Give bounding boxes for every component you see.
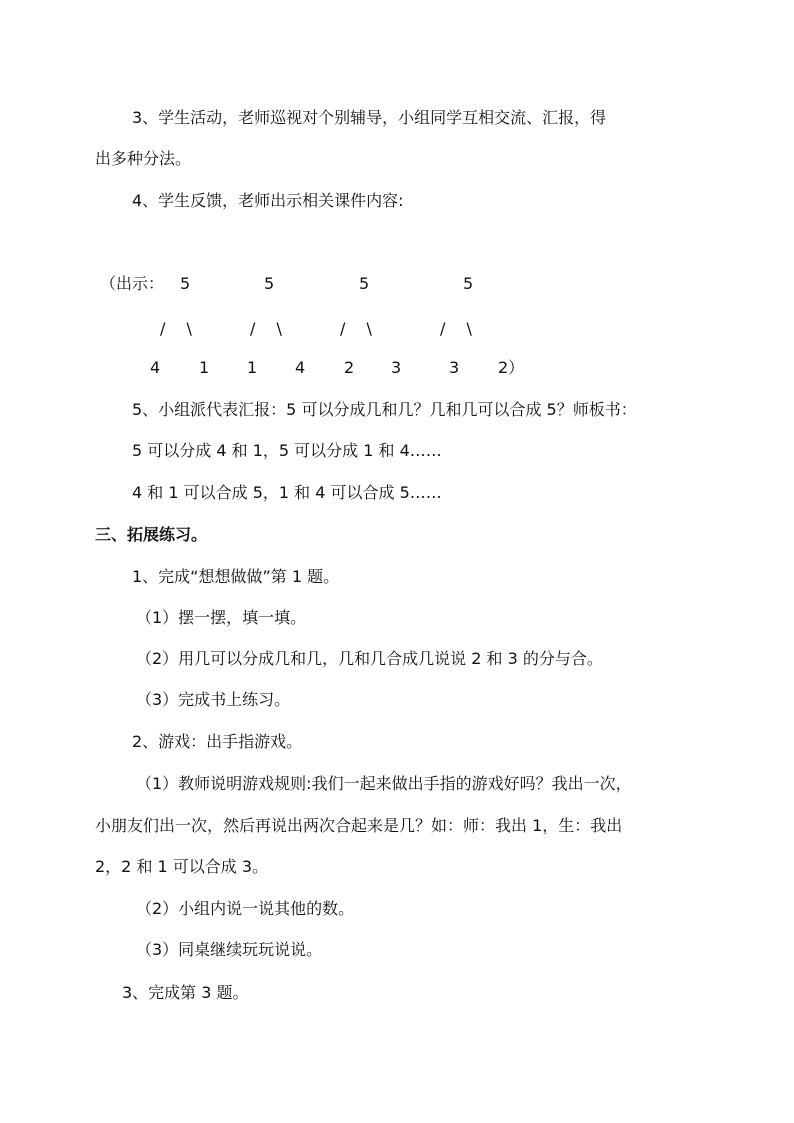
exercise-item-1-3: （3）完成书上练习。 xyxy=(136,690,291,709)
exercise-item-1: 1、完成“想想做做”第 1 题。 xyxy=(132,567,340,586)
bottom-number: 4 xyxy=(150,358,161,377)
paragraph-4: 4、学生反馈，老师出示相关课件内容: xyxy=(132,191,404,210)
bottom-number: 3 xyxy=(391,358,402,377)
top-number: 5 xyxy=(359,274,370,293)
paragraph-3-line-1: 3、学生活动，老师巡视对个别辅导，小组同学互相交流、汇报，得 xyxy=(132,108,607,127)
split-lines: / \ xyxy=(440,319,480,338)
top-number: 5 xyxy=(463,274,474,293)
exercise-item-1-2: （2）用几可以分成几和几，几和几合成几说说 2 和 3 的分与合。 xyxy=(136,649,603,668)
exercise-item-2-1-line-2: 小朋友们出一次，然后再说出两次合起来是几？如：师：我出 1，生：我出 xyxy=(95,816,623,835)
exercise-item-2-1-line-1: （1）教师说明游戏规则:我们一起来做出手指的游戏好吗？我出一次， xyxy=(136,774,632,793)
split-lines: / \ xyxy=(250,319,290,338)
bottom-number: 1 xyxy=(199,358,210,377)
paragraph-5-line-3: 4 和 1 可以合成 5，1 和 4 可以合成 5…… xyxy=(132,483,442,502)
paragraph-5-line-1: 5、小组派代表汇报：5 可以分成几和几？几和几可以合成 5？师板书： xyxy=(132,400,637,419)
paragraph-3-line-2: 出多种分法。 xyxy=(95,149,192,168)
exercise-item-2-1-line-3: 2，2 和 1 可以合成 3。 xyxy=(95,857,269,876)
exercise-item-2-3: （3）同桌继续玩玩说说。 xyxy=(136,940,323,959)
exercise-item-2-2: （2）小组内说一说其他的数。 xyxy=(136,899,355,918)
top-number: 5 xyxy=(180,274,191,293)
bottom-number: 2 xyxy=(344,358,355,377)
split-lines: / \ xyxy=(160,319,200,338)
paragraph-5-line-2: 5 可以分成 4 和 1，5 可以分成 1 和 4…… xyxy=(132,441,442,460)
split-lines: / \ xyxy=(340,319,380,338)
exercise-item-3: 3、完成第 3 题。 xyxy=(122,983,249,1002)
display-label: （出示： xyxy=(100,274,165,293)
top-number: 5 xyxy=(264,274,275,293)
exercise-item-2: 2、游戏：出手指游戏。 xyxy=(132,732,303,751)
bottom-number: 4 xyxy=(295,358,306,377)
bottom-number: 1 xyxy=(247,358,258,377)
bottom-number: 3 xyxy=(449,358,460,377)
exercise-item-1-1: （1）摆一摆，填一填。 xyxy=(136,608,307,627)
bottom-number: 2） xyxy=(498,358,525,377)
section-heading: 三、拓展练习。 xyxy=(95,525,208,544)
